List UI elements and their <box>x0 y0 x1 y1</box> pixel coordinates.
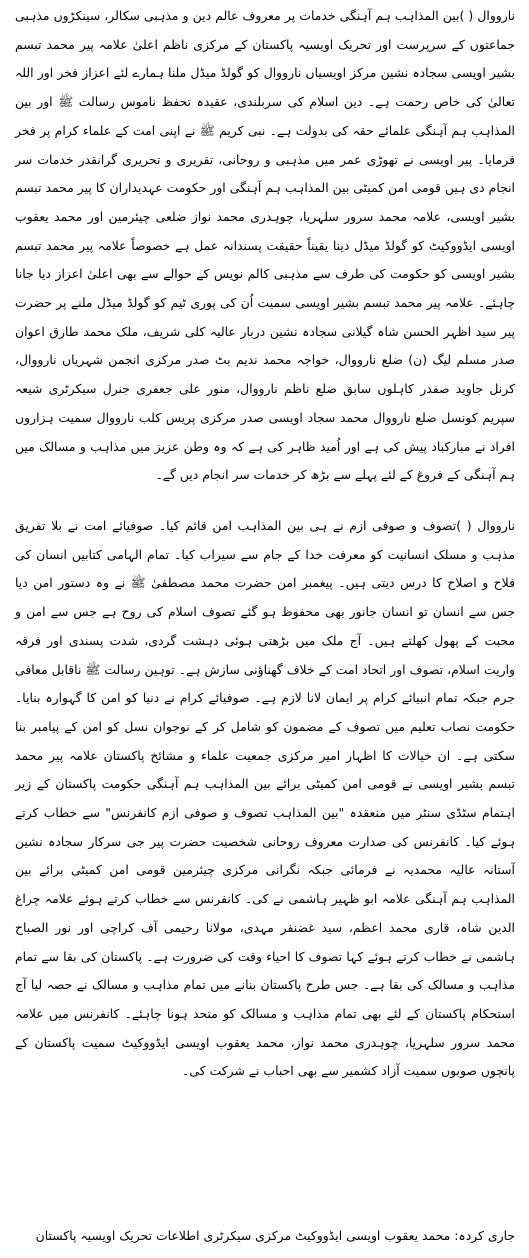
press-release-paragraph-2 <box>15 512 515 1086</box>
issued-by-footer: جاری کردہ: محمد یعقوب اویسی ایڈووکیٹ مرکزی سیکرٹری اطلاعات تحریک اویسیہ پاکستان <box>35 1228 515 1243</box>
dateline-1: نارووال ( ) <box>459 8 515 23</box>
press-release-paragraph-1 <box>15 2 515 490</box>
dateline-2: نارووال ( ) <box>456 518 515 533</box>
paragraph-1-text: بین المذاہب ہم آہنگی خدمات پر معروف عالم دین و مذہبی سکالر، سینکڑوں مذہبی جماعتوں کے سرپرست اور تحریک اویسیہ پاکستان کے مرکزی ناظم اعلیٰ علامہ پیر محمد تبسم بشیر اویسی سجادہ نشین مرکز اویسیاں نارووال کو گولڈ میڈل ملنا ہمارے لئے اعزاز فخر اور اللہ تعالیٰ کی خاص رحمت ہے۔ دین اسلام کی سربلندی، عقیدہ تحفظ ناموس رسالت ﷺ اور بین المذاہب ہم آہنگی علمائے حقہ کی بدولت ہے۔ نبی کریم ﷺ نے اپنی امت کے علماء کرام پر فخر فرمایا۔ پیر اویسی نے تھوڑی عمر میں مذہبی و روحانی، تقریری و تحریری گرانقدر خدمات سر انجام دی ہیں قومی امن کمیٹی بین المذاہب ہم آہنگی اور حکومت عہدیداران کا پیر محمد تبسم بشیر اویسی، علامہ محمد سرور سلہریا، چوہدری محمد نواز ضلعی چیئرمین اور محمد یعقوب اویسی ایڈووکیٹ کو گولڈ میڈل دینا یقیناً حقیقت پسندانہ عمل ہے خصوصاً علامہ پیر محمد تبسم بشیر اویسی کو حکومت کی طرف سے مذہبی کالم نویس کے حوالے سے بھی اعلیٰ اعزاز دیا جانا چاہئے۔ علامہ پیر محمد تبسم بشیر اویسی سمیت اُن کی پوری ٹیم کو گولڈ میڈل ملنے پر حضرت پیر سید اظہر الحسن شاہ گیلانی سجادہ نشین دربار عالیہ کلی شریف، ملک محمد طارق اعوان صدر مسلم لیگ (ن) ضلع نارووال، خواجہ محمد ندیم بٹ صدر مرکزی انجمن شہریاں نارووال، کرنل جاوید صفدر کاہلوں سابق ضلع ناظم نارووال، منور علی جعفری جنرل سیکرٹری شیعہ سپریم کونسل ضلع نارووال محمد سجاد اویسی صدر مرکزی پریس کلب نارووال سمیت ہزاروں افراد نے مبارکباد پیش کی ہے اور اُمید ظاہر کی ہے کہ وہ وطن عزیز میں مذاہب و مسالک میں ہم آہنگی کے فروغ کے لئے پہلے سے بڑھ کر خدمات سر انجام دیں گے۔ <box>15 8 515 483</box>
paragraph-2-text: تصوف و صوفی ازم نے ہی بین المذاہب امن قائم کیا۔ صوفیائے امت نے بلا تفریق مذہب و مسلک انسانیت کو معرفت خدا کے جام سے سیراب کیا۔ تمام الہامی کتابیں انسان کی فلاح و اصلاح کا درس دیتی ہیں۔ پیغمبر امن حضرت محمد مصطفیٰ ﷺ نے وہ دستور امن دیا جس سے انسان تو انسان جانور بھی محفوظ ہو گئے تصوف اسلام کی روح ہے جس سے امن و محبت کے پھول کھلتے ہیں۔ آج ملک میں بڑھتی ہوئی دہشت گردی، شدت پسندی اور فرقہ واریت اسلام، تصوف اور اتحاد امت کے خلاف گھناؤنی سازش ہے۔ توہین رسالت ﷺ ناقابل معافی جرم جبکہ تمام انبیائے کرام پر ایمان لانا لازم ہے۔ صوفیائے کرام نے دنیا کو امن کا گہوارہ بنایا۔ حکومت نصاب تعلیم میں تصوف کے مضمون کو شامل کر کے نوجوان نسل کو امن کے پیامبر بنا سکتی ہے۔ ان خیالات کا اظہار امیر مرکزی جمعیت علماء و مشائخ پاکستان علامہ پیر محمد تبسم بشیر اویسی نے قومی امن کمیٹی برائے بین المذاہب ہم آہنگی حکومت پاکستان کے زیر اہتمام سٹڈی سنٹر میں منعقدہ "بین المذاہب تصوف و صوفی ازم کانفرنس" سے خطاب کرتے ہوئے کیا۔ کانفرنس کی صدارت معروف روحانی شخصیت حضرت پیر جی سرکار سجادہ نشین آستانہ عالیہ محمدیہ نے فرمائی جبکہ نگرانی مرکزی چیئرمین قومی امن کمیٹی برائے بین المذاہب ہم آہنگی علامہ ابو ظہیر ہاشمی نے کی۔ کانفرنس سے خطاب کرتے ہوئے علامہ چراغ الدین شاہ، قاری محمد اعظم، سید غضنفر مہدی، مولانا رحیمی آف کراچی اور نور الصباح ہاشمی نے خطاب کرتے ہوئے کہا تصوف کا احیاء وقت کی ضرورت ہے۔ پاکستان کی بقا سے تمام مذاہب و مسالک کی بقا ہے۔ جس طرح پاکستان بنانے میں تمام مذاہب و مسالک نے حصہ لیا آج استحکام پاکستان کے لئے بھی تمام مذاہب و مسالک کو متحد ہونا چاہئے۔ کانفرنس میں علامہ محمد سرور سلہریا، چوہدری محمد نواز، محمد یعقوب اویسی ایڈووکیٹ سمیت پاکستان کے پانچوں صوبوں سمیت آزاد کشمیر سے بھی احباب نے شرکت کی۔ <box>15 518 515 1079</box>
